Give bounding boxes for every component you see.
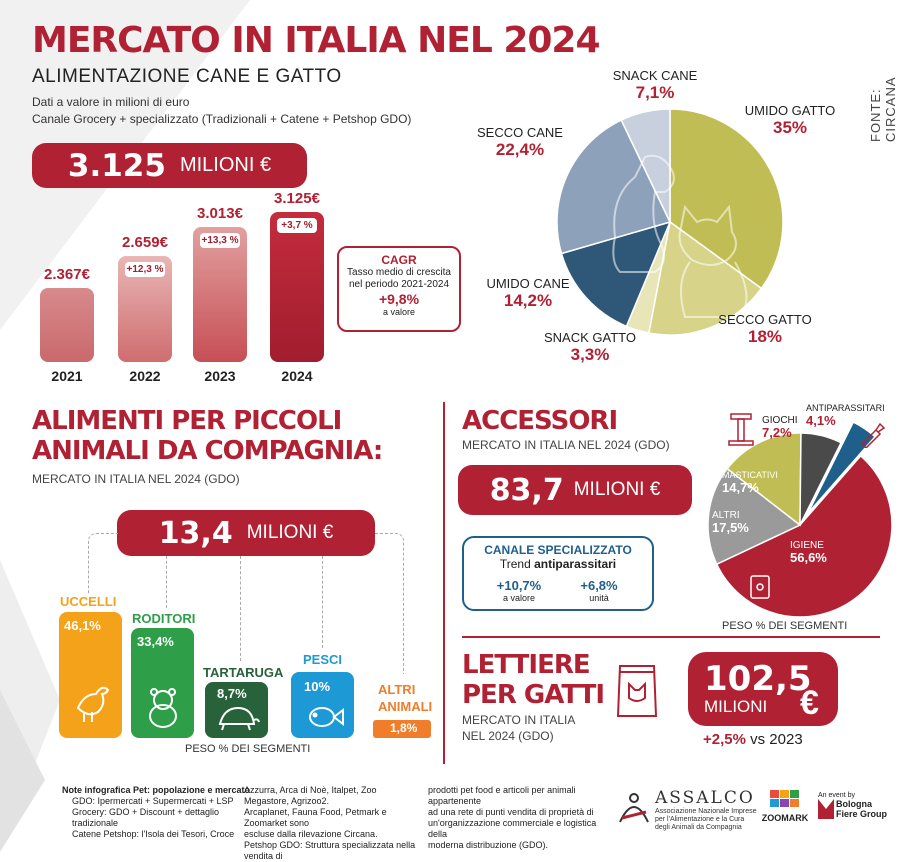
- pie-label-name: UMIDO CANE: [486, 276, 570, 291]
- lettiere-subtitle-2: NEL 2024 (GDO): [462, 729, 554, 743]
- bar-value-2023: 3.013€: [197, 205, 243, 223]
- acc-pie-label-giochi: [762, 415, 798, 440]
- event-by: An event by: [818, 792, 855, 799]
- pie-label-name: UMIDO GATTO: [744, 103, 836, 118]
- bologna-fiere-logo: [818, 792, 887, 819]
- hygiene-box-icon: [748, 572, 772, 602]
- zoomark-name: ZOOMARK: [761, 813, 809, 823]
- bar-year-2024: 2024: [281, 368, 313, 384]
- pie-label-name: SNACK GATTO: [544, 330, 636, 345]
- dog-cat-illustration: [555, 107, 785, 337]
- footer-col1-line: Grocery: GDO + Discount + dettaglio tradizionale: [72, 807, 220, 828]
- accessori-value: 83,7: [489, 472, 564, 508]
- pie-label-snack-gatto: [535, 330, 645, 365]
- pie-label-umido-cane: [478, 276, 578, 311]
- pie-label-value: 3,3%: [570, 345, 610, 364]
- footer-col2-line: escluse dalla rilevazione Circana.: [244, 829, 378, 839]
- connector-3: [240, 556, 241, 661]
- turtle-icon: [214, 704, 260, 734]
- total-value-pill: [32, 143, 307, 188]
- footer-col2-line: Arcaplanet, Fauna Food, Petmark e Zoomarket sono: [244, 807, 387, 828]
- canale-v1-value: +10,7%: [496, 578, 542, 593]
- pie-label-value: 22,4%: [495, 140, 545, 159]
- bar-year-2022: 2022: [129, 368, 161, 384]
- segment-tartaruga-value: 8,7%: [217, 686, 247, 701]
- canale-v1: [484, 578, 554, 603]
- small-animals-footer: PESO % DEI SEGMENTI: [185, 743, 311, 755]
- pie-label-name: SNACK CANE: [612, 68, 698, 83]
- acc-pie-label-value: 56,6%: [790, 550, 827, 565]
- pie-label-value: 18%: [747, 327, 783, 346]
- footer-col1-line: GDO: Ipermercati + Supermercati + LSP: [72, 796, 234, 806]
- page-subtitle: ALIMENTAZIONE CANE E GATTO: [32, 66, 342, 87]
- small-animals-total-value: 13,4: [158, 515, 233, 551]
- canale-v2: [564, 578, 634, 603]
- connector-2: [166, 556, 167, 608]
- footer-notes-title: Note infografica Pet: popolazione e mercato: [62, 785, 251, 795]
- footer-col2-line: Petshop GDO: Struttura specializzata nella vendita di: [244, 840, 416, 861]
- zoomark-icon: [770, 790, 800, 808]
- acc-pie-label-igiene: [790, 540, 827, 565]
- segment-pesci-value: 10%: [304, 679, 331, 694]
- scratching-post-icon: [727, 410, 755, 446]
- page-title: MERCATO IN ITALIA NEL 2024: [32, 20, 600, 61]
- footer-col3-line: prodotti pet food e articoli per animali appartenente: [428, 785, 576, 806]
- source-label: FONTE: CIRCANA: [868, 76, 898, 142]
- fish-icon: [302, 697, 346, 735]
- bar-2021: [40, 288, 94, 362]
- bar-growth-2023: +13,3 %: [201, 235, 239, 247]
- bologna-text: [836, 799, 887, 819]
- desc-line-1: Dati a valore in milioni di euro: [32, 95, 190, 109]
- accessori-title: ACCESSORI: [462, 406, 618, 436]
- small-animals-total-pill: [117, 510, 375, 556]
- acc-pie-label-name: MASTICATIVI: [722, 470, 778, 480]
- footer-col3-line: ad una rete di punti vendita di proprietà di: [428, 807, 594, 817]
- footer-col3: [428, 785, 613, 851]
- small-animals-subtitle: MERCATO IN ITALIA NEL 2024 (GDO): [32, 472, 240, 486]
- bar-value-2021: 2.367€: [44, 266, 90, 284]
- total-unit: MILIONI €: [179, 154, 272, 176]
- acc-pie-label-value: 4,1%: [806, 413, 836, 428]
- segment-roditori-value: 33,4%: [137, 634, 174, 649]
- canale-box: [462, 536, 654, 611]
- connector-right: [375, 533, 404, 674]
- segment-uccelli-name: UCCELLI: [60, 594, 117, 609]
- accessori-value-pill: [458, 465, 692, 515]
- acc-pie-label-name: ALTRI: [712, 510, 740, 521]
- pie-label-value: 14,2%: [503, 291, 553, 310]
- acc-pie-label-masticativi: [722, 470, 778, 495]
- bar-value-2022: 2.659€: [122, 234, 168, 252]
- assalco-name: ASSALCO: [655, 788, 755, 808]
- bar-2024: [270, 212, 324, 362]
- pie-label-name: SECCO CANE: [477, 125, 563, 140]
- zoomark-logo: [760, 790, 810, 823]
- lettiere-title-2: PER GATTI: [462, 680, 605, 710]
- bologna-name-1: Bologna: [836, 799, 872, 809]
- bar-year-2021: 2021: [51, 368, 83, 384]
- lettiere-title-1: LETTIERE: [462, 650, 590, 680]
- lettiere-growth-suffix: vs 2023: [750, 731, 803, 748]
- cagr-desc: Tasso medio di crescita nel periodo 2021-2024: [347, 267, 451, 290]
- lettiere-subtitle-1: MERCATO IN ITALIA: [462, 713, 576, 727]
- cagr-note: a valore: [382, 307, 416, 317]
- cagr-box: [337, 246, 461, 332]
- small-animals-title-1: ALIMENTI PER PICCOLI: [32, 406, 342, 436]
- separator-horizontal: [462, 636, 880, 638]
- acc-pie-label-value: 14,7%: [722, 480, 759, 495]
- segment-altri-value: 1,8%: [390, 721, 418, 735]
- bar-growth-2022: +12,3 %: [126, 264, 164, 276]
- pie-label-snack-cane: [600, 68, 710, 103]
- connector-4: [322, 556, 323, 648]
- canale-v1-note: a valore: [502, 593, 536, 603]
- lettiere-growth-value: +2,5%: [703, 731, 746, 748]
- canale-trend-bold: antiparassitari: [534, 557, 617, 571]
- bar-growth-2024: +3,7 %: [277, 218, 317, 233]
- acc-pie-label-altri: [712, 510, 749, 535]
- footer-col1-line: Catene Petshop: l'Isola dei Tesori, Croce: [72, 829, 235, 839]
- hamster-icon: [143, 686, 183, 730]
- bar-value-2024: 3.125€: [274, 190, 320, 207]
- bird-icon: [70, 680, 112, 726]
- pie-label-value: 35%: [772, 118, 808, 137]
- footer-col1: [72, 796, 240, 840]
- assalco-sub-1: Associazione Nazionale Imprese: [655, 808, 757, 815]
- assalco-logo: [655, 788, 757, 832]
- bologna-icon: [818, 799, 834, 819]
- assalco-sub-3: degli Animali da Compagnia: [655, 824, 742, 831]
- segment-pesci-name: PESCI: [303, 652, 343, 667]
- bologna-name-2: Fiere Group: [836, 809, 888, 819]
- canale-v2-note: unità: [589, 593, 609, 603]
- pie-label-name: SECCO GATTO: [718, 312, 812, 327]
- connector-left: [88, 533, 118, 594]
- accessori-subtitle: MERCATO IN ITALIA NEL 2024 (GDO): [462, 438, 670, 452]
- pie-label-secco-cane: [470, 125, 570, 160]
- footer-col3-line: moderna distribuzione (GDO).: [428, 840, 549, 850]
- flea-spray-icon: [858, 418, 886, 448]
- acc-pie-label-name: ANTIPARASSITARI: [806, 403, 885, 413]
- lettiere-euro: €: [800, 684, 819, 722]
- desc-line-2: Canale Grocery + specializzato (Tradizionali + Catene + Petshop GDO): [32, 112, 412, 126]
- segment-altri-name: ALTRI ANIMALI: [378, 682, 433, 714]
- assalco-sub-2: per l'Alimentazione e la Cura: [655, 816, 745, 823]
- canale-trend: [464, 557, 652, 571]
- acc-pie-label-name: IGIENE: [790, 540, 824, 551]
- footer-col3-line: un'organizzazione commerciale e logistica della: [428, 818, 597, 839]
- acc-pie-label-value: 7,2%: [762, 425, 792, 440]
- litter-bag-icon: [614, 658, 660, 720]
- small-animals-total-unit: MILIONI €: [246, 522, 334, 543]
- cagr-value: +9,8%: [378, 291, 420, 307]
- segment-tartaruga-name: TARTARUGA: [203, 665, 284, 680]
- lettiere-unit: MILIONI: [704, 697, 768, 716]
- canale-trend-text: Trend: [499, 557, 531, 571]
- segment-uccelli-value: 46,1%: [64, 618, 101, 633]
- lettiere-growth: [703, 731, 803, 748]
- acc-pie-label-name: GIOCHI: [762, 415, 798, 426]
- separator-vertical: [443, 402, 445, 764]
- canale-v2-value: +6,8%: [580, 578, 618, 593]
- footer-col2: [244, 785, 424, 862]
- assalco-logo-icon: [614, 790, 654, 826]
- acc-pie-label-value: 17,5%: [712, 520, 749, 535]
- cagr-title: CAGR: [381, 253, 417, 267]
- accessori-unit: MILIONI €: [573, 479, 661, 500]
- footer-col2-line: Azzurra, Arca di Noè, Italpet, Zoo Megastore, Agrizoo2.: [244, 785, 377, 806]
- segment-roditori-name: RODITORI: [132, 611, 196, 626]
- accessori-pie-footer: PESO % DEI SEGMENTI: [722, 620, 848, 632]
- pie-label-secco-gatto: [715, 312, 815, 347]
- total-value: 3.125: [67, 147, 166, 184]
- bologna-row: [818, 799, 887, 819]
- lettiere-value: 102,5: [704, 659, 812, 699]
- bar-year-2023: 2023: [204, 368, 236, 384]
- pie-label-value: 7,1%: [635, 83, 675, 102]
- pie-label-umido-gatto: [735, 103, 845, 138]
- canale-title: CANALE SPECIALIZZATO: [484, 543, 632, 557]
- small-animals-title-2: ANIMALI DA COMPAGNIA:: [32, 436, 383, 466]
